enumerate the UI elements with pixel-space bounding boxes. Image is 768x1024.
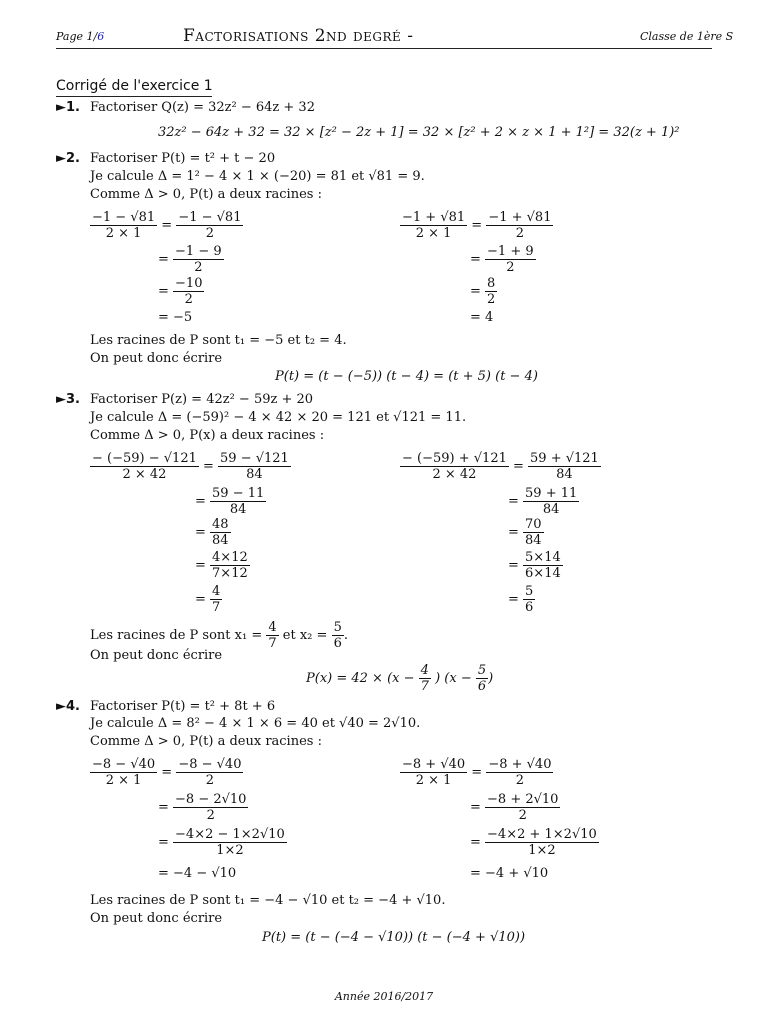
- root-computation-left: $\frac{-1 - √81}{2 \times 1}$ = $\frac{-1 - √81}{2}$: [92, 210, 242, 241]
- exercise-task: Factoriser P(t) = t² + 8t + 6: [90, 699, 276, 714]
- fraction: $\frac{-4\times 2 - 1\times 2√10}{1\times 2}$: [175, 827, 285, 858]
- fraction: $\frac{-1 - √81}{2}$: [178, 210, 242, 241]
- exercise-number: ►1.: [56, 100, 80, 115]
- roots-intro: Comme Δ > 0, P(t) a deux racines :: [90, 187, 322, 202]
- fraction: $\frac{-4\times 2 + 1\times 2√10}{1\times 2}$: [487, 827, 597, 858]
- class-label: Classe de 1ère S: [640, 30, 734, 43]
- fraction: $\frac{-10}{2}$: [175, 276, 203, 307]
- fraction: $\frac{4\times 12}{7\times 12}$: [212, 550, 248, 581]
- document-title: Factorisations 2nd degré -: [183, 26, 414, 46]
- fraction: $\frac{4}{7}$: [420, 663, 429, 694]
- exercise-number: ►2.: [56, 151, 80, 166]
- fraction: $\frac{59 - 11}{84}$: [212, 486, 265, 517]
- fraction: $\frac{70}{84}$: [525, 517, 542, 548]
- step-line: = $\frac{-1 - 9}{2}$: [158, 244, 222, 275]
- fraction: $\frac{-8 - √40}{2}$: [178, 757, 242, 788]
- exercise-task: Factoriser Q(z) = 32z² − 64z + 32: [90, 100, 315, 115]
- step-line: = $\frac{48}{84}$: [195, 517, 229, 548]
- final-factorization: P(x) = 42 × (x − $\frac{4}{7}$ ) (x − $\frac{5}{6}$ ): [306, 663, 494, 694]
- step-line: = $\frac{-1 + 9}{2}$: [470, 244, 534, 275]
- step-line: = $\frac{70}{84}$: [508, 517, 542, 548]
- fraction: $\frac{-8 + 2√10}{2}$: [487, 792, 559, 823]
- fraction: $\frac{59 + 11}{84}$: [525, 486, 578, 517]
- step-line: = $\frac{8}{2}$: [470, 276, 496, 307]
- fraction: $\frac{59 - √121}{84}$: [220, 451, 289, 482]
- step-line: = $\frac{4}{7}$: [195, 584, 221, 615]
- discriminant-line: Je calcule Δ = 1² − 4 × 1 × (−20) = 81 et √81 = 9.: [90, 169, 425, 184]
- final-factorization: P(t) = (t − (−4 − √10)) (t − (−4 + √10)): [262, 930, 526, 945]
- step-line: = $\frac{-4\times 2 + 1\times 2√10}{1\times 2}$: [470, 827, 597, 858]
- write-line: On peut donc écrire: [90, 911, 223, 926]
- exercise-task: Factoriser P(z) = 42z² − 59z + 20: [90, 392, 314, 407]
- step-line: = $\frac{5}{6}$: [508, 584, 534, 615]
- fraction: $\frac{-8 + √40}{2 \times 1}$: [402, 757, 466, 788]
- step-line: = $\frac{-10}{2}$: [158, 276, 203, 307]
- fraction: $\frac{- (-59) - √121}{2 \times 42}$: [92, 451, 197, 482]
- root-computation-left: $\frac{-8 - √40}{2 \times 1}$ = $\frac{-8 - √40}{2}$: [92, 757, 242, 788]
- fraction: $\frac{-1 - 9}{2}$: [175, 244, 222, 275]
- fraction: $\frac{5}{6}$: [525, 584, 534, 615]
- fraction: $\frac{5}{6}$: [477, 663, 487, 694]
- exercise-number: ►3.: [56, 392, 80, 407]
- fraction: $\frac{8}{2}$: [487, 276, 496, 307]
- fraction: $\frac{4}{7}$: [268, 620, 277, 651]
- root-computation-right: $\frac{-8 + √40}{2 \times 1}$ = $\frac{-8 + √40}{2}$: [402, 757, 552, 788]
- fraction: $\frac{-8 - √40}{2 \times 1}$: [92, 757, 156, 788]
- fraction: $\frac{48}{84}$: [212, 517, 229, 548]
- header-divider: [56, 48, 712, 49]
- root-computation-right: $\frac{- (-59) + √121}{2 \times 42}$ = $\frac{59 + √121}{84}$: [402, 451, 599, 482]
- step-line: = $\frac{59 + 11}{84}$: [508, 486, 578, 517]
- step-line: = $\frac{-8 + 2√10}{2}$: [470, 792, 559, 823]
- step-line: = $\frac{4\times 12}{7\times 12}$: [195, 550, 248, 581]
- fraction: $\frac{-1 + √81}{2}$: [488, 210, 552, 241]
- roots-intro: Comme Δ > 0, P(t) a deux racines :: [90, 734, 322, 749]
- roots-intro: Comme Δ > 0, P(x) a deux racines :: [90, 428, 325, 443]
- fraction: $\frac{-1 - √81}{2 \times 1}$: [92, 210, 156, 241]
- roots-conclusion: Les racines de P sont t₁ = −4 − √10 et t₂ = −4 + √10.: [90, 893, 446, 908]
- page-number: [56, 30, 104, 43]
- roots-conclusion: Les racines de P sont t₁ = −5 et t₂ = 4.: [90, 333, 347, 348]
- root-computation-left: $\frac{- (-59) - √121}{2 \times 42}$ = $\frac{59 - √121}{84}$: [92, 451, 289, 482]
- fraction: $\frac{59 + √121}{84}$: [530, 451, 599, 482]
- discriminant-line: Je calcule Δ = (−59)² − 4 × 42 × 20 = 121 et √121 = 11.: [90, 410, 467, 425]
- step-line: = $\frac{-4\times 2 - 1\times 2√10}{1\times 2}$: [158, 827, 285, 858]
- page-label: Page 1/: [56, 30, 98, 43]
- step-result: = −5: [158, 310, 193, 325]
- fraction: $\frac{4}{7}$: [212, 584, 221, 615]
- fraction: $\frac{-1 + √81}{2 \times 1}$: [402, 210, 466, 241]
- fraction: $\frac{-8 + √40}{2}$: [488, 757, 552, 788]
- fraction: $\frac{5}{6}$: [333, 620, 342, 651]
- step-line: = $\frac{5\times 14}{6\times 14}$: [508, 550, 561, 581]
- page-total-link[interactable]: 6: [97, 30, 105, 43]
- fraction: $\frac{-8 - 2√10}{2}$: [175, 792, 247, 823]
- step-line: = $\frac{59 - 11}{84}$: [195, 486, 265, 517]
- step-line: = $\frac{-8 - 2√10}{2}$: [158, 792, 247, 823]
- exercise-number: ►4.: [56, 699, 80, 714]
- write-line: On peut donc écrire: [90, 351, 223, 366]
- fraction: $\frac{-1 + 9}{2}$: [487, 244, 534, 275]
- factorization-line: 32z² − 64z + 32 = 32 × [z² − 2z + 1] = 32 × [z² + 2 × z × 1 + 1²] = 32(z + 1)²: [158, 125, 680, 140]
- final-factorization: P(t) = (t − (−5)) (t − 4) = (t + 5) (t − 4): [275, 369, 538, 384]
- fraction: $\frac{5\times 14}{6\times 14}$: [525, 550, 561, 581]
- step-result: = 4: [470, 310, 494, 325]
- section-title: Corrigé de l'exercice 1: [56, 78, 213, 94]
- section-underline: [56, 96, 212, 97]
- write-line: On peut donc écrire: [90, 648, 223, 663]
- discriminant-line: Je calcule Δ = 8² − 4 × 1 × 6 = 40 et √40 = 2√10.: [90, 716, 421, 731]
- root-computation-right: $\frac{-1 + √81}{2 \times 1}$ = $\frac{-1 + √81}{2}$: [402, 210, 552, 241]
- fraction: $\frac{- (-59) + √121}{2 \times 42}$: [402, 451, 507, 482]
- footer-year: Année 2016/2017: [334, 990, 434, 1003]
- exercise-task: Factoriser P(t) = t² + t − 20: [90, 151, 276, 166]
- roots-conclusion: Les racines de P sont x₁ = $\frac{4}{7}$ et x₂ = $\frac{5}{6}$ .: [90, 620, 348, 651]
- step-result: = −4 + √10: [470, 866, 549, 881]
- step-result: = −4 − √10: [158, 866, 237, 881]
